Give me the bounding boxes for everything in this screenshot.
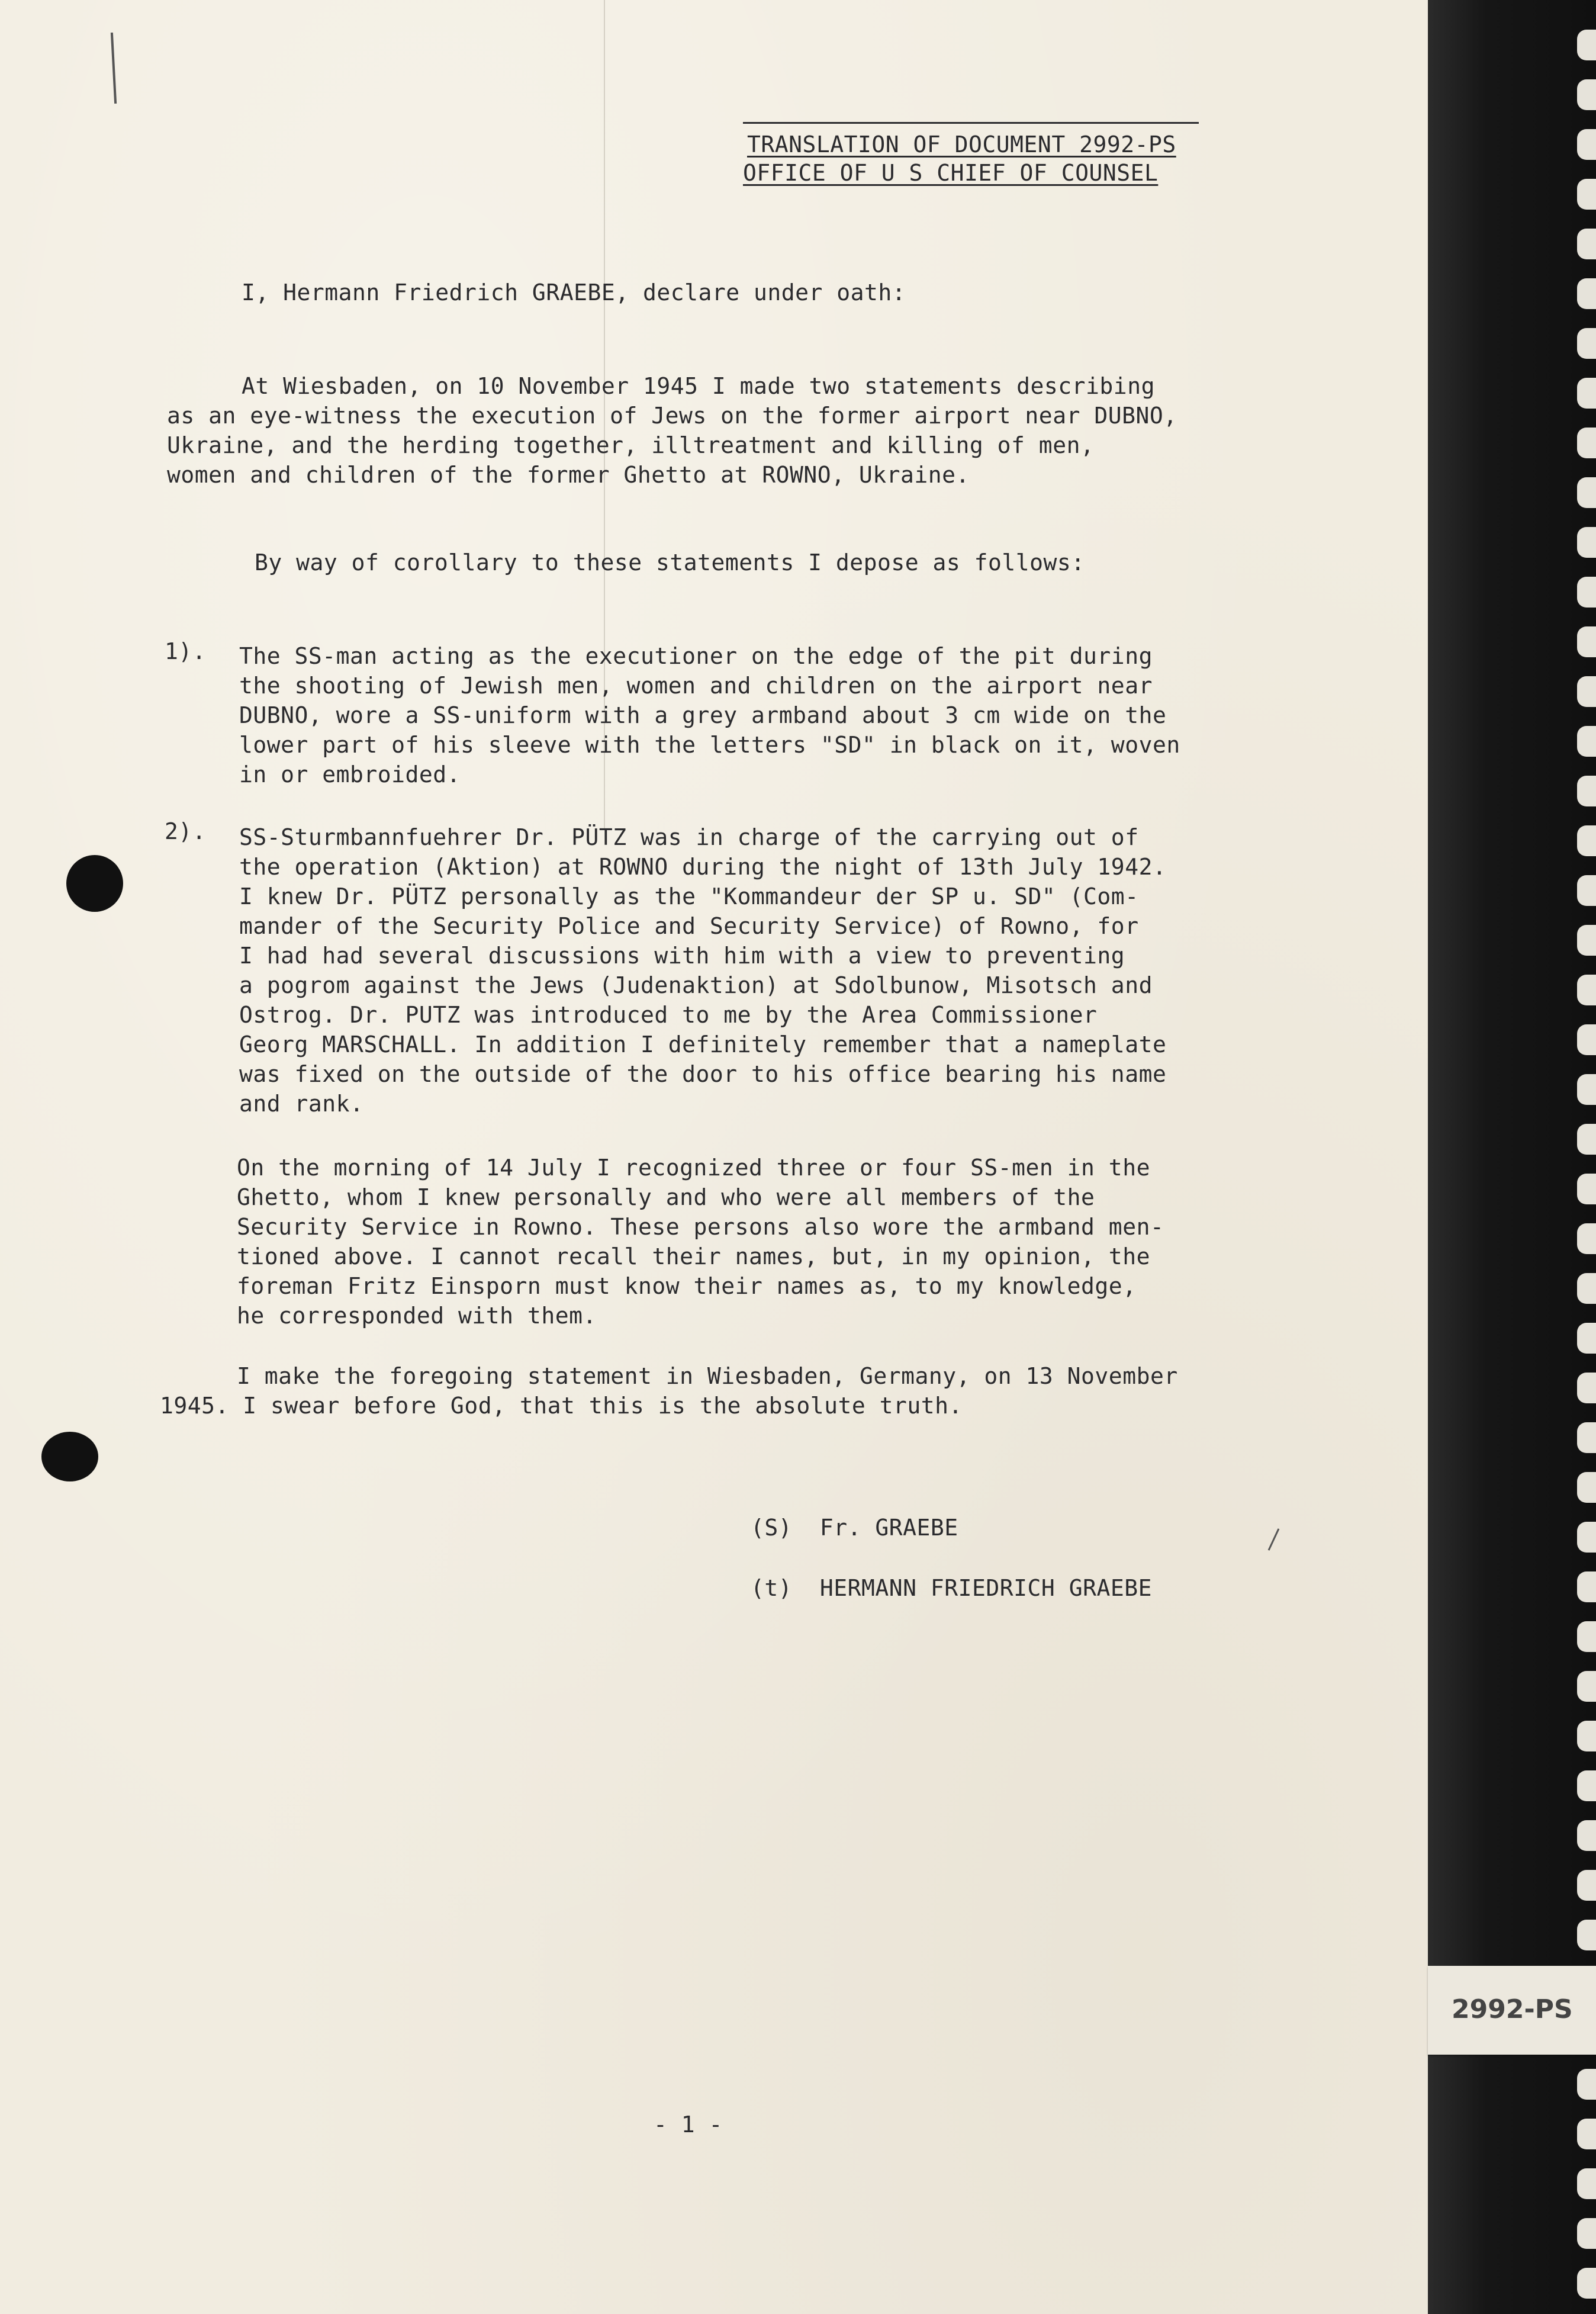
para3-line: Security Service in Rowno. These persons also wore the armband men-: [237, 1214, 1164, 1240]
binder-hole: [1577, 1323, 1596, 1354]
exhibit-label: 2992-PS: [1452, 1994, 1573, 2024]
binder-hole: [1577, 825, 1596, 856]
binder-hole: [1577, 1074, 1596, 1105]
item2-line: was fixed on the outside of the door to his office bearing his name: [239, 1061, 1167, 1087]
binder-hole: [1577, 1174, 1596, 1204]
binder-hole: [1577, 1024, 1596, 1055]
binder-hole: [1577, 626, 1596, 657]
item1-line: lower part of his sleeve with the letters "SD" in black on it, woven: [239, 732, 1180, 758]
binder-hole: [1577, 1571, 1596, 1602]
binder-hole: [1577, 1770, 1596, 1801]
binder-hole: [1577, 1124, 1596, 1155]
binder-hole: [1577, 1870, 1596, 1901]
item2-line: SS-Sturmbannfuehrer Dr. PÜTZ was in charge of the carrying out of: [239, 824, 1139, 850]
para4-line: I make the foregoing statement in Wiesbaden, Germany, on 13 November: [237, 1363, 1178, 1389]
binder-hole: [1577, 1820, 1596, 1851]
binder-hole: [1577, 2218, 1596, 2249]
binder-hole: [1577, 129, 1596, 160]
binder-hole: [1577, 179, 1596, 210]
binder-hole: [1577, 1223, 1596, 1254]
binder-hole: [1577, 875, 1596, 906]
exhibit-tab: [1428, 1966, 1596, 2055]
binder-hole: [1577, 925, 1596, 956]
binder-hole: [1577, 1273, 1596, 1304]
para3-line: Ghetto, whom I knew personally and who were all members of the: [237, 1184, 1095, 1210]
header-office: OFFICE OF U S CHIEF OF COUNSEL: [743, 160, 1159, 186]
binder-hole: [1577, 2069, 1596, 2100]
binder-hole: [1577, 975, 1596, 1005]
header-title: TRANSLATION OF DOCUMENT 2992-PS: [747, 131, 1176, 158]
item2-line: mander of the Security Police and Security Service) of Rowno, for: [239, 913, 1139, 939]
binder-hole: [1577, 1472, 1596, 1503]
signature-typed: (t) HERMANN FRIEDRICH GRAEBE: [751, 1575, 1152, 1601]
corollary-line: By way of corollary to these statements I depose as follows:: [255, 549, 1085, 576]
binder-hole: [1577, 1621, 1596, 1652]
binder-hole: [1577, 278, 1596, 309]
binder-hole: [1577, 577, 1596, 608]
margin-mark: [1268, 1528, 1280, 1551]
para3-line: tioned above. I cannot recall their names, but, in my opinion, the: [237, 1243, 1150, 1270]
item2-line: Georg MARSCHALL. In addition I definitely remember that a nameplate: [239, 1031, 1167, 1058]
binder-hole: [1577, 1373, 1596, 1403]
binder-hole: [1577, 2168, 1596, 2199]
binder-hole: [1577, 1920, 1596, 1950]
binder-hole: [1577, 1721, 1596, 1751]
item2-line: and rank.: [239, 1091, 364, 1117]
item1-number: 1).: [165, 638, 207, 664]
binder-hole: [1577, 378, 1596, 409]
oath-intro: I, Hermann Friedrich GRAEBE, declare under oath:: [242, 279, 906, 306]
binder-hole: [1577, 229, 1596, 259]
item1-line: the shooting of Jewish men, women and children on the airport near: [239, 673, 1153, 699]
item2-number: 2).: [165, 818, 207, 844]
binder-hole: [1577, 527, 1596, 558]
item2-line: I had had several discussions with him with a view to preventing: [239, 943, 1125, 969]
item2-line: Ostrog. Dr. PUTZ was introduced to me by the Area Commissioner: [239, 1002, 1098, 1028]
header-rule: [743, 122, 1199, 124]
para1-line: women and children of the former Ghetto at ROWNO, Ukraine.: [167, 462, 970, 488]
item2-line: a pogrom against the Jews (Judenaktion) at Sdolbunow, Misotsch and: [239, 972, 1153, 998]
binder-hole: [1577, 428, 1596, 458]
para1-line: At Wiesbaden, on 10 November 1945 I made two statements describing: [242, 373, 1155, 399]
binder-hole: [1577, 477, 1596, 508]
binder-hole: [1577, 1422, 1596, 1453]
binder-hole: [1577, 1522, 1596, 1553]
item2-line: I knew Dr. PÜTZ personally as the "Kommandeur der SP u. SD" (Com-: [239, 883, 1139, 909]
binder-hole: [1577, 328, 1596, 359]
binder-hole: [1577, 726, 1596, 757]
para4-line: 1945. I swear before God, that this is the absolute truth.: [160, 1393, 963, 1419]
item2-line: the operation (Aktion) at ROWNO during the night of 13th July 1942.: [239, 854, 1167, 880]
para3-line: On the morning of 14 July I recognized three or four SS-men in the: [237, 1155, 1150, 1181]
para3-line: foreman Fritz Einsporn must know their names as, to my knowledge,: [237, 1273, 1137, 1299]
page-number: - 1 -: [654, 2111, 723, 2138]
item1-line: in or embroided.: [239, 761, 461, 788]
binder-hole: [1577, 30, 1596, 60]
binder-hole: [1577, 776, 1596, 806]
margin-mark: [111, 33, 117, 104]
item1-line: The SS-man acting as the executioner on the edge of the pit during: [239, 643, 1153, 669]
binder-hole: [1577, 1671, 1596, 1702]
item1-line: DUBNO, wore a SS-uniform with a grey armband about 3 cm wide on the: [239, 702, 1167, 728]
punch-hole: [66, 855, 123, 912]
binder-hole: [1577, 2268, 1596, 2299]
binder-hole: [1577, 79, 1596, 110]
para3-line: he corresponded with them.: [237, 1303, 597, 1329]
binder-hole: [1577, 2119, 1596, 2149]
punch-hole: [41, 1432, 98, 1481]
para1-line: Ukraine, and the herding together, illtreatment and killing of men,: [167, 432, 1095, 458]
para1-line: as an eye-witness the execution of Jews on the former airport near DUBNO,: [167, 403, 1177, 429]
signature-signed: (S) Fr. GRAEBE: [751, 1515, 958, 1541]
binder-hole: [1577, 676, 1596, 707]
